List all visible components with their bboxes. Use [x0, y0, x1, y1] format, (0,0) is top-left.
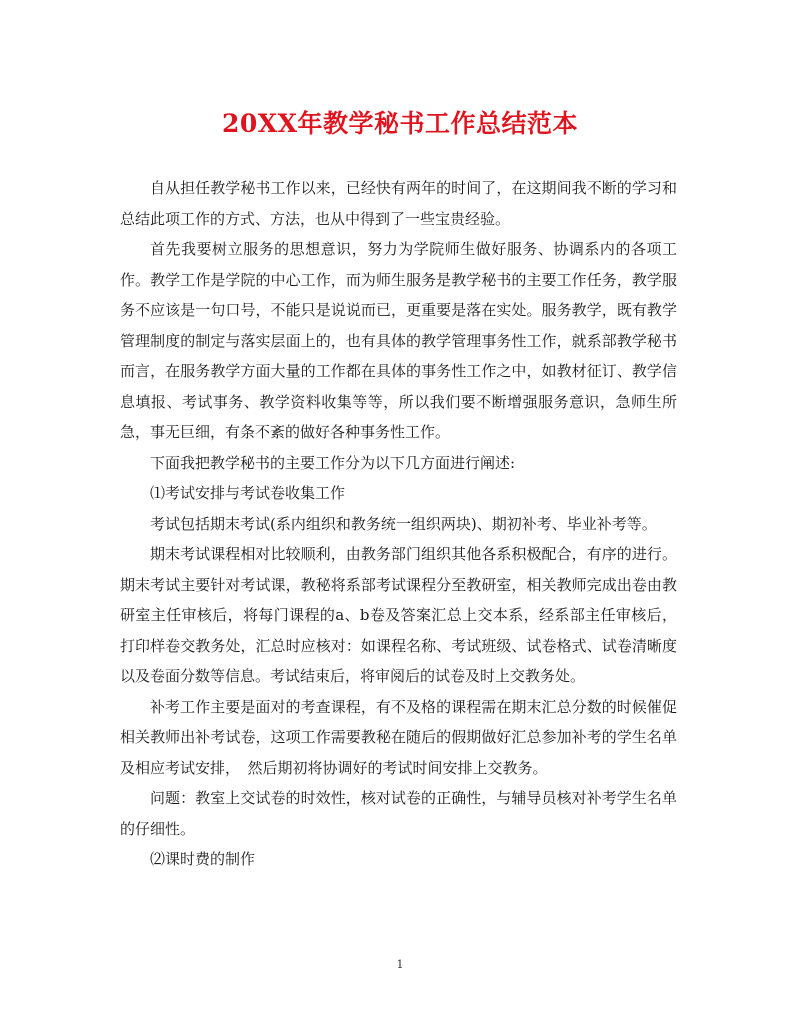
- section-heading-exam: ⑴考试安排与考试卷收集工作: [150, 484, 346, 502]
- paragraph-service: 首先我要树立服务的思想意识，努力为学院师生做好服务、协调系内的各项工作。教学工作是学院的中心工作，而为师生服务是教学秘书的主要工作任务，教学服务不应该是一句口号，不能只是说说而已，更重要是落在实处。服务教学，既有教学管理制度的制定与落实层面上的，也有具体的教学管理事务性工作，就系部教学秘书而言，在服务教学方面大量的工作都在具体的事务性工作之中，如教材征订、教学信息填报、考试事务、教学资料收集等等，所以我们要不断增强服务意识，急师生所急，事无巨细，有条不紊的做好各种事务性工作。: [120, 240, 677, 441]
- paragraph-final-exam: 期末考试课程相对比较顺利，由教务部门组织其他各系积极配合，有序的进行。期末考试主要针对考试课，教秘将系部考试课程分至教研室，相关教师完成出卷由教研室主任审核后，将每门课程的a、b卷及答案汇总上交本系，经系部主任审核后，打印样卷交教务处，汇总时应核对：如课程名称、考试班级、试卷格式、试卷清晰度以及卷面分数等信息。考试结束后，将审阅后的试卷及时上交教务处。: [120, 545, 677, 685]
- paragraph-makeup-exam: 补考工作主要是面对的考查课程，有不及格的课程需在期末汇总分数的时候催促相关教师出补考试卷，这项工作需要教秘在随后的假期做好汇总参加补考的学生名单及相应考试安排， 然后期初将协调好的考试时间安排上交教务。: [120, 697, 677, 777]
- paragraph-issues: 问题：教室上交试卷的时效性，核对试卷的正确性，与辅导员核对补考学生名单的仔细性。: [120, 789, 677, 838]
- document-title: 20XX年教学秘书工作总结范本: [221, 109, 579, 138]
- section-heading-fees: ⑵课时费的制作: [150, 850, 256, 868]
- document-body: [120, 173, 677, 875]
- page-number: 1: [396, 958, 404, 971]
- paragraph-exam-types: 考试包括期末考试(系内组织和教务统一组织两块)、期初补考、毕业补考等。: [150, 514, 657, 533]
- paragraph-overview: 下面我把教学秘书的主要工作分为以下几方面进行阐述:: [150, 453, 516, 472]
- paragraph-intro: 自从担任教学秘书工作以来，已经快有两年的时间了，在这期间我不断的学习和总结此项工作的方式、方法，也从中得到了一些宝贵经验。: [120, 179, 677, 228]
